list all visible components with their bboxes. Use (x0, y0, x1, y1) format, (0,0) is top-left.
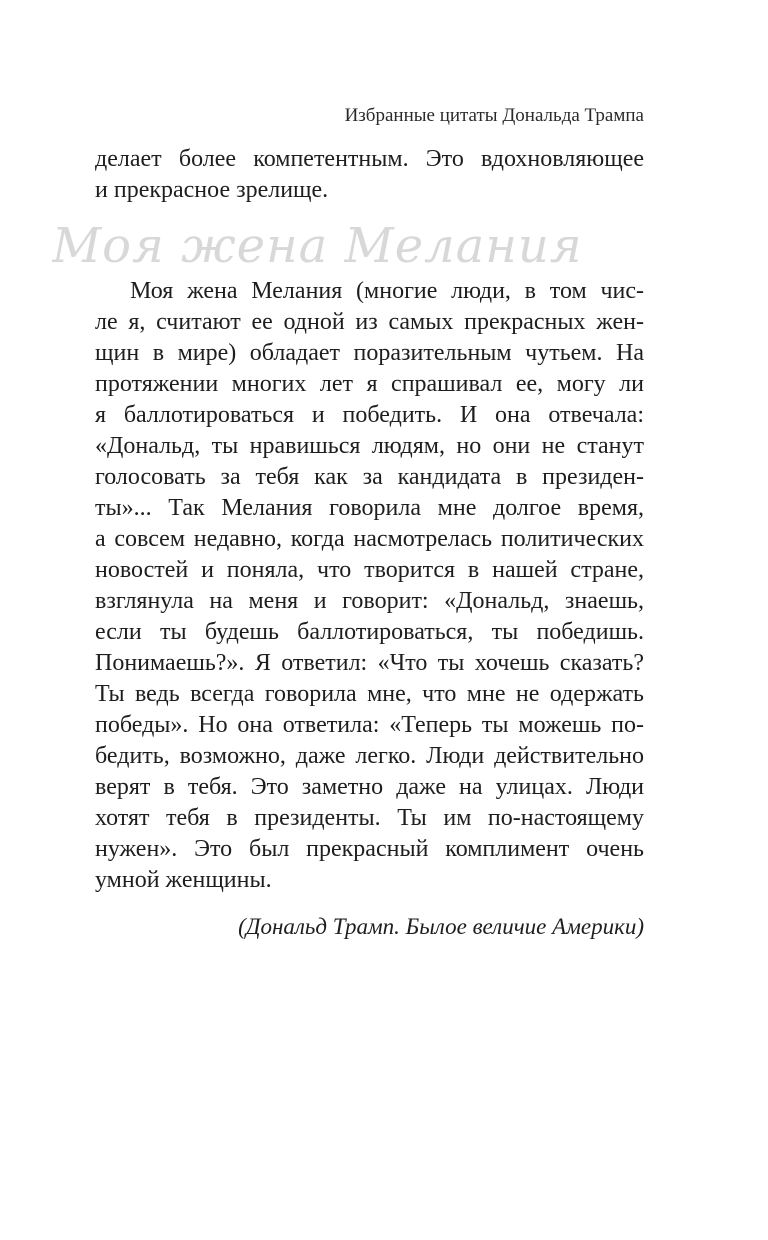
lead-paragraph (95, 144, 644, 206)
text-line: делает более компетентным. Это вдохновляющее (95, 146, 644, 172)
text-line: победы». Но она ответила: «Теперь ты можешь по- (95, 712, 644, 738)
text-line: а совсем недавно, когда насмотрелась политических (95, 526, 644, 552)
text-line: Понимаешь?». Я ответил: «Что ты хочешь сказать? (95, 650, 644, 676)
text-line: и прекрасное зрелище. (95, 177, 329, 203)
text-line: новостей и поняла, что творится в нашей стране, (95, 557, 644, 583)
text-line: Ты ведь всегда говорила мне, что мне не одержать (95, 681, 644, 707)
text-line: голосовать за тебя как за кандидата в президен- (95, 464, 644, 490)
text-line: умной женщины. (95, 867, 272, 893)
text-line: нужен». Это был прекрасный комплимент очень (95, 836, 644, 862)
quote-paragraph (95, 276, 644, 896)
text-line: хотят тебя в президенты. Ты им по-настоящему (95, 805, 644, 831)
running-title: Избранные цитаты Дональда Трампа (344, 105, 644, 126)
text-line: я баллотироваться и победить. И она отвечала: (95, 402, 644, 428)
text-line: щин в мире) обладает поразительным чутьем. На (95, 340, 644, 366)
text-line: бедить, возможно, даже легко. Люди действительно (95, 743, 644, 769)
text-line: верят в тебя. Это заметно даже на улицах. Люди (95, 774, 644, 800)
text-line: Моя жена Мелания (многие люди, в том чис- (130, 278, 644, 304)
section-script-title: Моя жена Мелания (52, 218, 583, 274)
text-line: ты»... Так Мелания говорила мне долгое время, (95, 495, 644, 521)
text-line: протяжении многих лет я спрашивал ее, могу ли (95, 371, 644, 397)
text-line: ле я, считают ее одной из самых прекрасных жен- (95, 309, 644, 335)
text-line: «Дональд, ты нравишься людям, но они не станут (95, 433, 644, 459)
text-line: если ты будешь баллотироваться, ты победишь. (95, 619, 644, 645)
quote-source: (Дональд Трамп. Былое величие Америки) (238, 914, 644, 939)
text-line: взглянула на меня и говорит: «Дональд, знаешь, (95, 588, 644, 614)
